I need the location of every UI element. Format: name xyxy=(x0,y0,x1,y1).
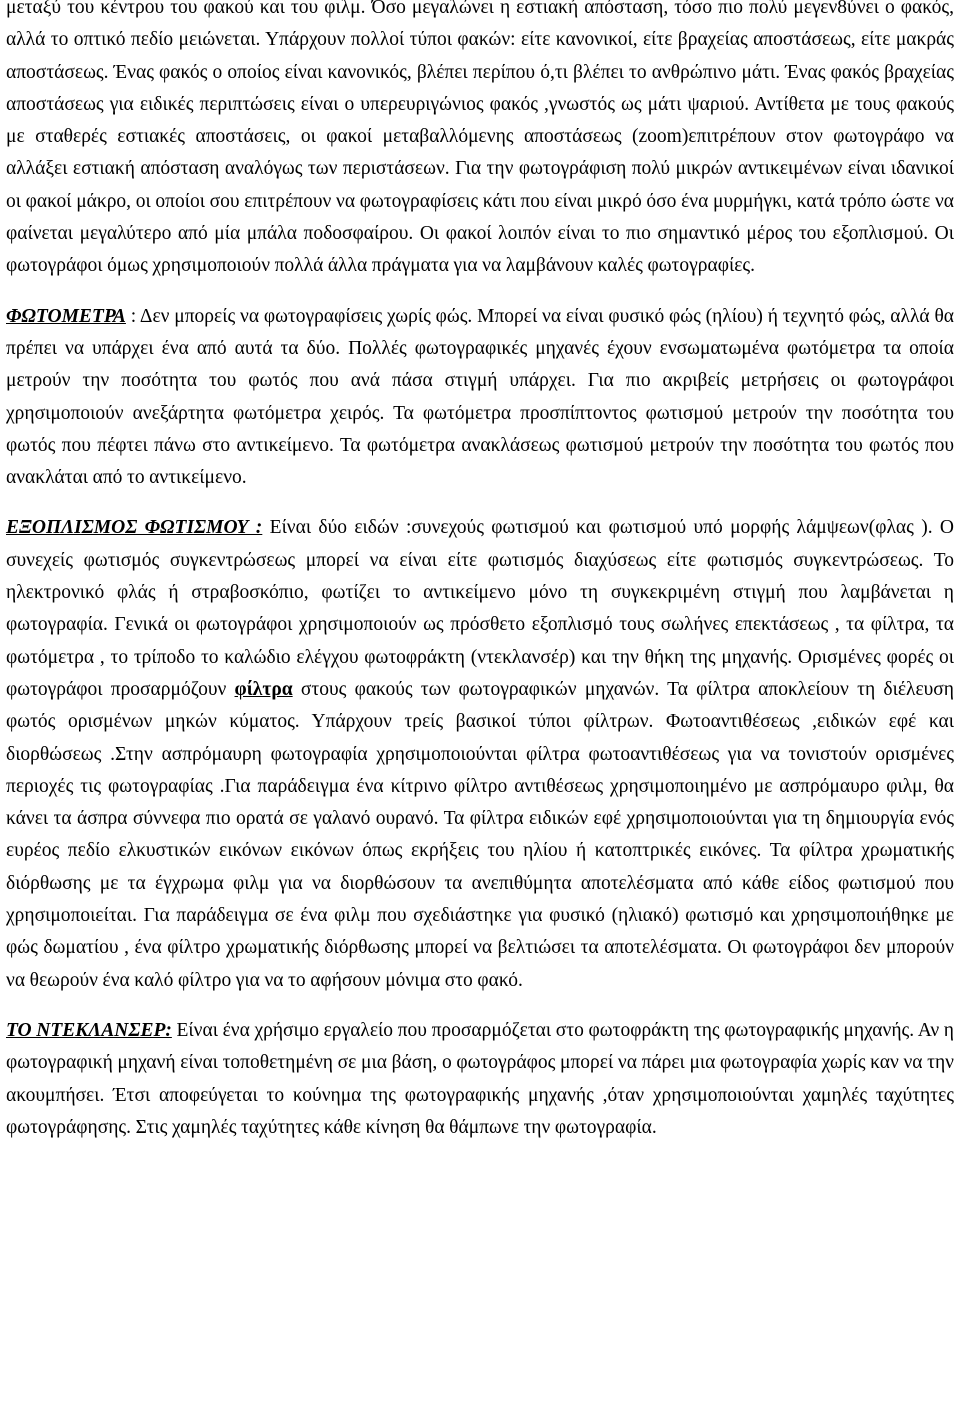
paragraph-light-meters-text: Δεν μπορείς να φωτογραφίσεις χωρίς φώς. Μπορεί να είναι φυσικό φώς (ηλίου) ή τεχνητό φώς, αλλά θα πρέπει να υπάρχει ένα από αυτά τα δύο. Πολλές φωτογραφικές μηχανές έχουν ενσωματωμένα φωτόμετρα τα οποία μετρούν την ποσότητα του φωτός που ανά πάσα στιγμή υπάρχει. Για πιο ακριβείς μετρήσεις οι φωτογράφοι χρησιμοποιούν ανεξάρτητα φωτόμετρα χειρός. Τα φωτόμετρα προσπίπτοντος φωτισμού μετρούν την ποσότητα του φωτός που πέφτει πάνω στο αντικείμενο. Τα φωτόμετρα ανακλάσεως φωτισμού μετρούν την ποσότητα του φωτός που ανακλάται από το αντικείμενο. xyxy=(6,305,955,489)
paragraph-light-meters xyxy=(6,301,954,495)
heading-shutter-release: ΤΟ ΝΤΕΚΛΑΝΣΕΡ: xyxy=(6,1019,172,1041)
heading-light-meters: ΦΩΤΟΜΕΤΡΑ xyxy=(6,305,126,327)
heading-lighting-equipment: ΕΞΟΠΛΙΣΜΟΣ ΦΩΤΙΣΜΟΥ : xyxy=(6,517,263,539)
paragraph-lenses xyxy=(6,0,954,283)
paragraph-shutter-release xyxy=(6,1015,954,1144)
paragraph-lighting-text-before: Είναι δύο ειδών :συνεχούς φωτισμού και φωτισμού υπό μορφής λάμψεων(φλας ). Ο συνεχείς φωτισμός συγκεντρώσεως μπορεί να είναι είτε φωτισμός διαχύσεως είτε φωτισμός συγκεντρώσεως. Το ηλεκτρονικό φλάς ή στραβοσκόπιο, φωτίζει το αντικείμενο μόνο τη συγκεκριμένη στιγμή που λαμβάνεται η φωτογραφία. Γενικά οι φωτογράφοι χρησιμοποιούν ως πρόσθετο εξοπλισμό τους σωλήνες επεκτάσεως , τα φίλτρα, τα φωτόμετρα , το τρίποδο το καλώδιο ελέγχου φωτοφράκτη (ντεκλανσέρ) και την θήκη της μηχανής. Ορισμένες φορές οι φωτογράφοι προσαρμόζουν xyxy=(6,517,954,700)
paragraph-lighting-equipment xyxy=(6,512,954,996)
heading-separator: : xyxy=(125,305,140,327)
paragraph-shutter-release-text: Είναι ένα χρήσιμο εργαλείο που προσαρμόζεται στο φωτοφράκτη της φωτογραφικής μηχανής. Αν η φωτογραφική μηχανή είναι τοποθετημένη σε μια βάση, ο φωτογράφος μπορεί να πάρει μια φωτογραφία χωρίς καν να την ακουμπήσει. Έτσι αποφεύγεται το κούνημα της φωτογραφικής μηχανής ,όταν χρησιμοποιούνται χαμηλές ταχύτητες φωτογράφησης. Στις χαμηλές ταχύτητες κάθε κίνηση θα θάμπωνε την φωτογραφία. xyxy=(6,1019,954,1138)
term-filters: φίλτρα xyxy=(234,678,293,700)
paragraph-lenses-text: μεταξύ του κέντρου του φακού και του φιλμ. Όσο μεγαλώνει η εστιακή απόσταση, τόσο πιο πολύ μεγεν8ύνει ο φακός, αλλά το οπτικό πεδίο μειώνεται. Υπάρχουν πολλοί τύποι φακών: είτε κανονικοί, είτε βραχείας αποστάσεως, είτε μακράς αποστάσεως. Ένας φακός ο οποίος είναι κανονικός, βλέπει περίπου ό,τι βλέπει το ανθρώπινο μάτι. Ένας φακός βραχείας αποστάσεως για ειδικές περιπτώσεις είναι ο υπερευριγώνιος φακός ,γνωστός ως μάτι ψαριού. Αντίθετα με τους φακούς με σταθερές εστιακές αποστάσεις, οι φακοί μεταβαλλόμενης αποστάσεως (zoom)επιτρέπουν στον φωτογράφο να αλλάξει εστιακή απόσταση αναλόγως των περιστάσεων. Για την φωτογράφιση πολύ μικρών αντικειμένων είναι ιδανικοί οι φακοί μάκρο, οι οποίοι σου επιτρέπουν να φωτογραφίσεις κάτι που είναι μικρό όσο ένα μυρμήγκι, κατά τρόπο ώστε να φαίνεται μεγαλύτερο από μία μπάλα ποδοσφαίρου. Οι φακοί λοιπόν είναι το πιο σημαντικό μέρος του εξοπλισμού. Οι φωτογράφοι όμως χρησιμοποιούν πολλά άλλα πράγματα για να λαμβάνουν καλές φωτογραφίες. xyxy=(6,0,954,277)
paragraph-lighting-text-after: στους φακούς των φωτογραφικών μηχανών. Τα φίλτρα αποκλείουν τη διέλευση φωτός ορισμένων μηκών κύματος. Υπάρχουν τρείς βασικοί τύποι φίλτρων. Φωτοαντιθέσεως ,ειδικών εφέ και διορθώσεως .Στην ασπρόμαυρη φωτογραφία χρησιμοποιούνται φίλτρα φωτοαντιθέσεως για να τονιστούν ορισμένες περιοχές τις φωτογραφίας .Για παράδειγμα ένα κίτρινο φίλτρο αντιθέσεως χρησιμοποιημένο με ασπρόμαυρο φιλμ, θα κάνει τα άσπρα σύννεφα πιο ορατά σε γαλανό ουρανό. Τα φίλτρα ειδικών εφέ χρησιμοποιούνται για τη δημιουργία ενός ευρέος πεδίο ελκυστικών εικόνων εικόνων όπως εκρήξεις του ηλίου ή κατοπτρικές εικόνες. Τα φίλτρα χρωματικής διόρθωσης με τα έγχρωμα φιλμ για να διορθώσουν τα ανεπιθύμητα αποτελέσματα από κάθε είδος φωτισμού που χρησιμοποιείται. Για παράδειγμα σε ένα φιλμ που σχεδιάστηκε για φυσικό (ηλιακό) φωτισμό και χρησιμοποιήθηκε με φώς δωματίου , ένα φίλτρο χρωματικής διόρθωσης μπορεί να βελτιώσει τα αποτελέσματα. Οι φωτογράφοι δεν μπορούν να θεωρούν ένα καλό φίλτρο για να το αφήσουν μόνιμα στο φακό. xyxy=(6,678,955,991)
